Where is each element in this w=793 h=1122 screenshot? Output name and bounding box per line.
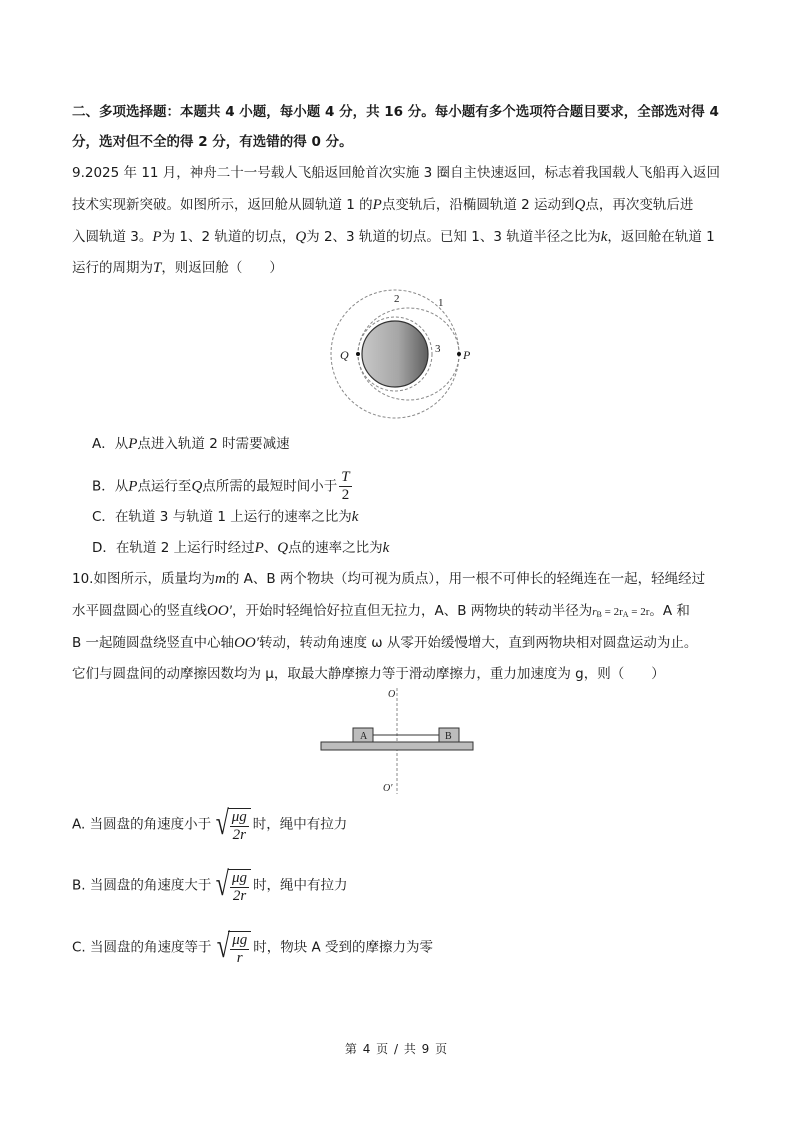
fraction-denominator: 2: [341, 487, 350, 503]
q9-text: 点变轨后，沿椭圆轨道 2 运动到: [381, 197, 575, 213]
option-text: 、: [263, 540, 278, 556]
q9-text: 运行的周期为: [72, 260, 153, 276]
label-o: O: [388, 689, 396, 700]
fraction-numerator: μg: [232, 932, 248, 948]
q9-text: 入圆轨道 3。: [72, 229, 153, 245]
label-orbit-2: 2: [394, 293, 400, 305]
point-p-dot: [457, 352, 461, 356]
var-t: T: [153, 260, 162, 276]
q9-option-a[interactable]: [92, 434, 290, 454]
option-text: 时，绳中有拉力: [253, 877, 348, 894]
q10-stem-line-4: 它们与圆盘间的动摩擦因数均为 μ，取最大静摩擦力等于滑动摩擦力，重力加速度为 g，则（ ）: [72, 666, 665, 682]
q9-text: ，则返回舱（ ）: [161, 260, 283, 276]
var-p: P: [152, 229, 162, 245]
radical-sign: √: [216, 928, 230, 965]
q10-option-b[interactable]: [72, 866, 348, 905]
axis-oo-prime: OO′: [207, 603, 232, 619]
fraction-numerator: T: [341, 469, 350, 485]
option-text: 点运行至: [137, 478, 192, 495]
page-number: 第 4 页 / 共 9 页: [344, 1042, 449, 1056]
var-p: P: [128, 436, 138, 452]
q9-option-b[interactable]: [92, 469, 354, 504]
fraction-denominator: 2r: [232, 827, 246, 843]
sqrt-mu-g-over-r: [214, 928, 252, 967]
var-k: k: [382, 540, 390, 556]
label-orbit-3: 3: [435, 343, 441, 355]
option-text: 点的速率之比为: [288, 540, 383, 556]
option-text: 从: [114, 436, 129, 452]
label-a: A: [360, 731, 368, 742]
q9-text: 为 1、2 轨道的切点，: [161, 229, 296, 245]
q10-option-a[interactable]: [72, 805, 347, 844]
q9-option-c[interactable]: [92, 507, 358, 527]
var-k: k: [351, 509, 359, 525]
var-r: r: [592, 606, 597, 618]
eq-part: = 2r: [601, 606, 623, 618]
option-text: 当圆盘的角速度等于: [90, 939, 212, 956]
option-letter: C．: [92, 509, 115, 525]
var-p: P: [372, 197, 382, 213]
option-letter: A．: [92, 436, 115, 452]
q9-text: 技术实现新突破。如图所示，返回舱从圆轨道 1 的: [72, 197, 373, 213]
q10-stem-line-1: [72, 569, 705, 589]
q10-text: ，开始时轻绳恰好拉直但无拉力，A、B 两物块的转动半径为: [231, 603, 593, 619]
q10-text: 水平圆盘圆心的竖直线: [72, 603, 207, 619]
fraction-denominator: 2r: [232, 888, 247, 904]
var-p: P: [254, 540, 264, 556]
q9-text: 为 2、3 轨道的切点。已知 1、3 轨道半径之比为: [306, 229, 601, 245]
var-m: m: [214, 571, 226, 587]
var-q: Q: [191, 478, 203, 495]
q9-stem-line-3: [72, 227, 715, 247]
orbit-diagram: [325, 288, 475, 423]
section-heading-line-2: 分，选对但不全的得 2 分，有选错的得 0 分。: [72, 134, 353, 150]
q10-text: 的 A、B 两个物块（均可视为质点），用一根不可伸长的轻绳连在一起，轻绳经过: [225, 571, 706, 587]
q9-text: 点，再次变轨后进: [585, 197, 694, 213]
var-q: Q: [277, 540, 289, 556]
fraction-t-over-2: [339, 469, 351, 504]
option-text: 在轨道 2 上运行时经过: [115, 540, 255, 556]
option-letter: D．: [92, 540, 116, 556]
axis-oo-prime: OO′: [234, 635, 260, 651]
label-q: Q: [340, 348, 349, 362]
option-text: 当圆盘的角速度大于: [89, 877, 212, 894]
eq-part: = 2r: [628, 606, 650, 618]
q9-stem-line-4: [72, 258, 283, 278]
label-p: P: [463, 348, 471, 362]
option-text: 当圆盘的角速度小于: [89, 816, 212, 833]
option-text: 点进入轨道 2 时需要减速: [137, 436, 290, 452]
option-letter: A.: [72, 816, 86, 833]
option-letter: B．: [92, 478, 115, 495]
q10-stem-line-3: [72, 633, 697, 653]
fraction-numerator: μg: [232, 870, 248, 886]
subscript-a: A: [622, 610, 629, 619]
q9-option-d[interactable]: [92, 538, 389, 558]
fraction-numerator: μg: [231, 809, 247, 825]
q10-option-c[interactable]: [72, 928, 433, 967]
option-letter: C.: [72, 939, 86, 956]
q10-text: B 一起随圆盘绕竖直中心轴: [72, 635, 235, 651]
point-q-dot: [356, 352, 360, 356]
label-orbit-1: 1: [438, 297, 444, 309]
radius-equation: [592, 606, 649, 618]
sqrt-mu-g-over-2r: [213, 805, 251, 844]
label-b: B: [445, 731, 452, 742]
option-text: 时，绳中有拉力: [252, 816, 348, 833]
var-q: Q: [295, 229, 307, 245]
option-text: 从: [114, 478, 129, 495]
disk: [321, 742, 473, 750]
fraction-denominator: r: [236, 950, 243, 966]
option-text: 在轨道 3 与轨道 1 上运行的速率之比为: [114, 509, 352, 525]
option-text: 点所需的最短时间小于: [202, 478, 338, 495]
radical-sign: √: [216, 866, 230, 903]
radical-sign: √: [215, 805, 229, 842]
label-o-prime: O′: [383, 783, 393, 794]
var-q: Q: [574, 197, 586, 213]
q9-text: ，返回舱在轨道 1: [607, 229, 715, 245]
q9-stem-line-2: [72, 195, 693, 215]
q10-text: 10.如图所示，质量均为: [72, 571, 215, 587]
subscript-b: B: [596, 610, 602, 619]
var-k: k: [600, 229, 608, 245]
var-p: P: [128, 478, 138, 495]
q10-text: 转动，转动角速度 ω 从零开始缓慢增大，直到两物块相对圆盘运动为止。: [259, 635, 698, 651]
q10-stem-line-2: [72, 601, 690, 625]
section-heading-line-1: 二、多项选择题：本题共 4 小题，每小题 4 分，共 16 分。每小题有多个选项符合题目要求，全部选对得 4: [72, 104, 719, 120]
q9-stem-line-1: 9.2025 年 11 月，神舟二十一号载人飞船返回舱首次实施 3 圈自主快速返回，标志着我国载人飞船再入返回: [72, 165, 720, 181]
rotating-disk-diagram: [318, 688, 478, 794]
option-text: 时，物块 A 受到的摩擦力为零: [253, 939, 434, 956]
option-letter: B.: [72, 877, 86, 894]
earth-sphere: [362, 321, 428, 387]
sqrt-mu-g-over-2r: [213, 866, 251, 905]
q10-text: 。A 和: [649, 603, 690, 619]
